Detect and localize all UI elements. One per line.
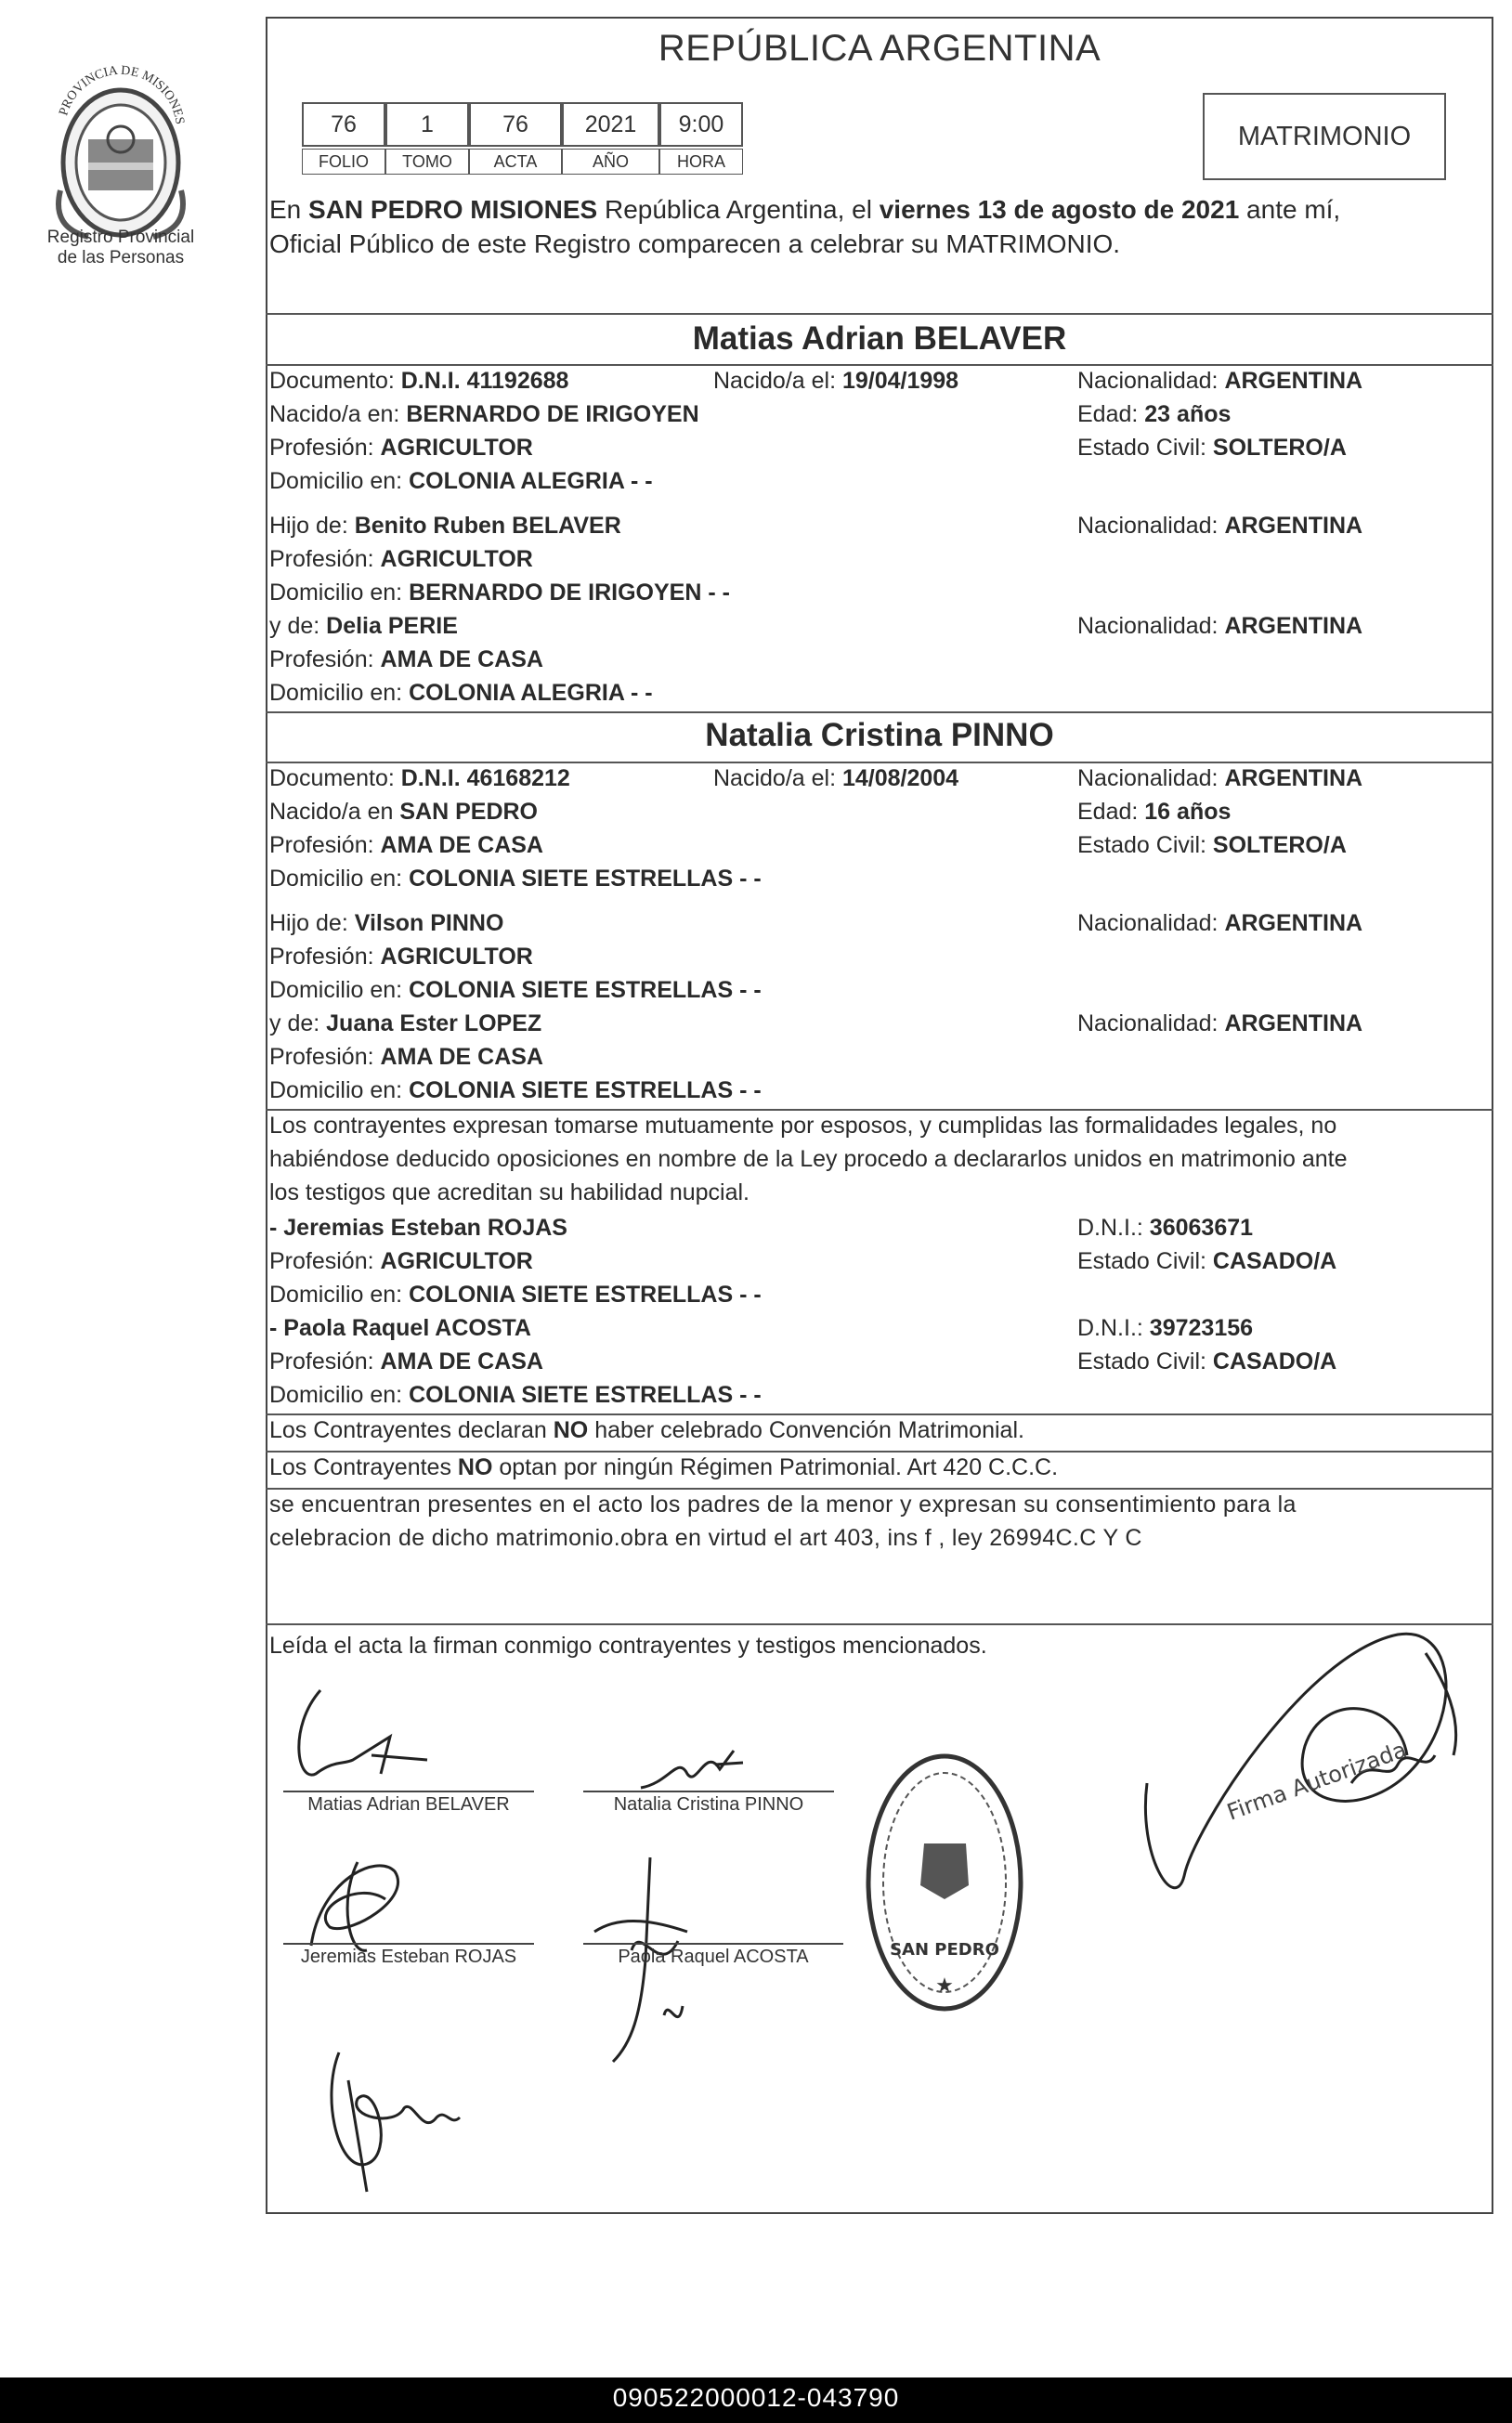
declaration-line-3: los testigos que acreditan su habilidad nupcial.: [269, 1179, 750, 1205]
spouse1-address: Domicilio en: COLONIA ALEGRIA - -: [269, 468, 653, 494]
witness2-dni: D.N.I.: 39723156: [1077, 1315, 1254, 1341]
svg-text:SAN PEDRO: SAN PEDRO: [890, 1940, 999, 1960]
spouse1-name: Matias Adrian BELAVER: [692, 320, 1067, 357]
spouse1-mother: y de: Delia PERIE: [269, 613, 458, 639]
note-line-2: celebracion de dicho matrimonio.obra en virtud el art 403, ins f , ley 26994C.C Y C: [269, 1525, 1142, 1551]
signature-official: [311, 2025, 478, 2201]
official-signature-stamp: [1119, 1597, 1481, 1932]
witness2-name: - Paola Raquel ACOSTA: [269, 1315, 531, 1341]
spouse2-document: Documento: D.N.I. 46168212: [269, 765, 570, 791]
tomo-label: TOMO: [385, 149, 469, 175]
spouse2-nationality: Nacionalidad: ARGENTINA: [1077, 765, 1363, 791]
acta-value: 76: [469, 102, 562, 147]
registry-round-stamp: [859, 1746, 1031, 2020]
spouse2-age: Edad: 16 años: [1077, 799, 1232, 825]
spouse2-civil-status: Estado Civil: SOLTERO/A: [1077, 832, 1347, 858]
spouse2-father: Hijo de: Vilson PINNO: [269, 910, 504, 936]
witness1-address: Domicilio en: COLONIA SIETE ESTRELLAS - -: [269, 1282, 762, 1308]
tomo-value: 1: [385, 102, 469, 147]
svg-text:PROVINCIA DE MISIONES: PROVINCIA DE MISIONES: [57, 63, 187, 125]
intro-line-2: Oficial Público de este Registro comparecen a celebrar su MATRIMONIO.: [269, 229, 1121, 258]
signature-spouse1: [279, 1672, 464, 1792]
folio-label: FOLIO: [302, 149, 385, 175]
spouse2-father-profession: Profesión: AGRICULTOR: [269, 944, 533, 970]
witness1-profession: Profesión: AGRICULTOR: [269, 1248, 533, 1274]
spouse1-mother-nationality: Nacionalidad: ARGENTINA: [1077, 613, 1363, 639]
spouse1-age: Edad: 23 años: [1077, 401, 1232, 427]
hora-value: 9:00: [659, 102, 743, 147]
spouse1-nationality: Nacionalidad: ARGENTINA: [1077, 368, 1363, 394]
witness2-profession: Profesión: AMA DE CASA: [269, 1348, 543, 1374]
spouse1-profession: Profesión: AGRICULTOR: [269, 435, 533, 461]
spouse2-birthplace: Nacido/a en SAN PEDRO: [269, 799, 539, 825]
spouse1-father: Hijo de: Benito Ruben BELAVER: [269, 513, 621, 539]
anio-label: AÑO: [562, 149, 659, 175]
intro-line-1: En SAN PEDRO MISIONES República Argentina, el viernes 13 de agosto de 2021 ante mí,: [269, 195, 1341, 224]
spouse2-father-address: Domicilio en: COLONIA SIETE ESTRELLAS - -: [269, 977, 762, 1003]
spouse2-mother-address: Domicilio en: COLONIA SIETE ESTRELLAS - -: [269, 1077, 762, 1103]
svg-text:Firma Autorizada: Firma Autorizada: [1223, 1736, 1411, 1826]
act-type-box: MATRIMONIO: [1203, 93, 1446, 180]
spouse2-father-nationality: Nacionalidad: ARGENTINA: [1077, 910, 1363, 936]
spouse2-mother-nationality: Nacionalidad: ARGENTINA: [1077, 1010, 1363, 1036]
spouse1-father-address: Domicilio en: BERNARDO DE IRIGOYEN - -: [269, 580, 730, 606]
spouse2-birthdate: Nacido/a el: 14/08/2004: [713, 765, 959, 791]
spouse1-father-profession: Profesión: AGRICULTOR: [269, 546, 533, 572]
spouse2-name: Natalia Cristina PINNO: [705, 717, 1054, 753]
anio-value: 2021: [562, 102, 659, 147]
witness2-civil-status: Estado Civil: CASADO/A: [1077, 1348, 1337, 1374]
witness1-name: - Jeremias Esteban ROJAS: [269, 1215, 567, 1241]
spouse1-civil-status: Estado Civil: SOLTERO/A: [1077, 435, 1347, 461]
closing-statement: Leída el acta la firman conmigo contrayentes y testigos mencionados.: [269, 1633, 987, 1659]
signature-caption-3: Jeremias Esteban ROJAS: [300, 1947, 517, 1967]
note-line-1: se encuentran presentes en el acto los padres de la menor y expresan su consentimiento para la: [269, 1492, 1297, 1518]
spouse1-document: Documento: D.N.I. 41192688: [269, 368, 569, 394]
witness1-civil-status: Estado Civil: CASADO/A: [1077, 1248, 1337, 1274]
signature-caption-4: Paola Raquel ACOSTA: [618, 1947, 809, 1967]
spouse1-mother-profession: Profesión: AMA DE CASA: [269, 646, 543, 672]
witness1-dni: D.N.I.: 36063671: [1077, 1215, 1254, 1241]
document-code: 090522000012-043790: [612, 2383, 900, 2412]
spouse2-profession: Profesión: AMA DE CASA: [269, 832, 543, 858]
signature-caption-1: Matias Adrian BELAVER: [307, 1794, 510, 1815]
spouse1-birthdate: Nacido/a el: 19/04/1998: [713, 368, 959, 394]
declaration-line-2: habiéndose deducido oposiciones en nombre de la Ley procedo a declararlos unidos en matrimonio ante: [269, 1146, 1348, 1172]
witness2-address: Domicilio en: COLONIA SIETE ESTRELLAS - -: [269, 1382, 762, 1408]
document-title: REPÚBLICA ARGENTINA: [658, 28, 1101, 69]
spouse2-mother-profession: Profesión: AMA DE CASA: [269, 1044, 543, 1070]
declaration-line-1: Los contrayentes expresan tomarse mutuamente por esposos, y cumplidas las formalidades legales, no: [269, 1113, 1337, 1139]
spouse2-mother: y de: Juana Ester LOPEZ: [269, 1010, 542, 1036]
folio-value: 76: [302, 102, 385, 147]
signature-caption-2: Natalia Cristina PINNO: [613, 1794, 804, 1815]
spouse1-birthplace: Nacido/a en: BERNARDO DE IRIGOYEN: [269, 401, 699, 427]
acta-label: ACTA: [469, 149, 562, 175]
regime-statement: Los Contrayentes NO optan por ningún Régimen Patrimonial. Art 420 C.C.C.: [269, 1454, 1059, 1480]
spouse1-father-nationality: Nacionalidad: ARGENTINA: [1077, 513, 1363, 539]
spouse2-address: Domicilio en: COLONIA SIETE ESTRELLAS - -: [269, 866, 762, 892]
svg-text:★: ★: [935, 1974, 954, 1998]
hora-label: HORA: [659, 149, 743, 175]
spouse1-mother-address: Domicilio en: COLONIA ALEGRIA - -: [269, 680, 653, 706]
convention-statement: Los Contrayentes declaran NO haber celebrado Convención Matrimonial.: [269, 1417, 1024, 1443]
registry-caption: Registro Provincial de las Personas: [46, 228, 195, 267]
